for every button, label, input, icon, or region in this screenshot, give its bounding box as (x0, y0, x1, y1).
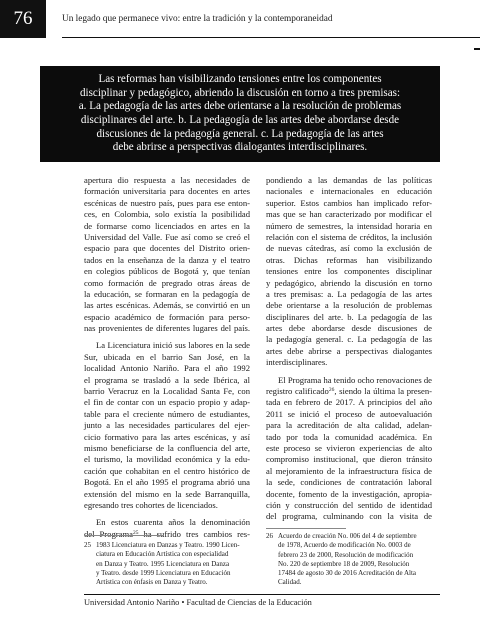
footnote-rule-right (266, 528, 346, 529)
text-line: superior. Estos cambios han implicado refor- (266, 197, 432, 208)
text-line: tada en febrero de 2017. A principios del año (266, 397, 432, 408)
text-line: relación con el sistema de créditos, la inclusión (266, 231, 432, 242)
text-line: y pedagógico, abriendo la discusión en torno (266, 277, 432, 288)
right-column (266, 175, 432, 523)
text-line: como formación de pregrado otras áreas de (84, 277, 250, 288)
footnote-line: febrero 23 de 2000, Resolución de modificación (278, 550, 414, 559)
text-line: del programa, culminando con la visita de (266, 511, 432, 522)
text-line: las artes escénicas. Además, se convirtió en un (84, 300, 250, 311)
text-line: tensiones entre los componentes disciplinar (266, 266, 432, 277)
text-line: escénicas de nuestro país, pues para ese enton- (84, 197, 250, 208)
pull-quote-line: debe abrirse a perspectivas dialogantes interdisciplinares. (112, 141, 368, 154)
text-line: ces, en Colombia, solo existía la posibilidad (84, 209, 250, 220)
text-line: la educación, se formaran en la pedagogía de (84, 288, 250, 299)
text-line: al mejoramiento de la infraestructura física de (266, 465, 432, 476)
running-title: Un legado que permanece vivo: entre la tradición y la contemporaneidad (62, 0, 480, 38)
footnote-line: 17484 de agosto 30 de 2016 Acreditación de Alta (278, 569, 417, 578)
text-line: cicio formativo para las artes escénicas, y así (84, 431, 250, 442)
footnote-line: de 1978, Acuerdo de modificación No. 0003 de (278, 541, 411, 550)
footnote-line: No. 220 de septiembre 18 de 2009, Resolución (278, 559, 410, 568)
page-number: 76 (0, 0, 46, 38)
text-line: mas que se han caracterizado por modificar el (266, 209, 432, 220)
footnote-number: 25 (84, 541, 91, 549)
text-line: el turismo, la movilidad económica y la edu- (84, 454, 250, 465)
text-line: La Licenciatura inició sus labores en la sede (96, 340, 250, 351)
text-line: tado por toda la comunidad académica. En (266, 431, 432, 442)
text-line: barrio Veracruz en la Localidad Santa Fe, con (84, 386, 250, 397)
text-line: Bogotá. En el año 1995 el programa abrió una (84, 477, 250, 488)
pull-quote-line: Las reformas han visibilizando tensiones entre los componentes (98, 73, 382, 86)
text-line: nacionales e internacionales en educación (266, 186, 432, 197)
text-line: Universidad del Valle. Fue así como se creó el (84, 231, 250, 242)
text-line: compromiso institucional, que dieron tránsito (266, 454, 432, 465)
text-line: artes debe abordarse desde discusiones de (266, 323, 432, 334)
text-line: del Programa$^{25}$ ha sufrido tres cambios res- (84, 528, 250, 539)
footnote-line: 1983 Licenciatura en Danzas y Teatro. 1990 Licen- (96, 541, 240, 549)
pull-quote-line: a. La pedagogía de las artes debe orientarse a la resolución de problemas (78, 100, 402, 113)
text-line: interdisciplinares. (266, 357, 328, 368)
text-line: espacio para que docentes del Distrito orien- (84, 243, 250, 254)
pull-quote-line: discusiones de la pedagogía general. c. La pedagogía de las artes (96, 127, 384, 140)
footnote-line: y Teatro. desde 1999 Licenciatura en Educación (96, 568, 231, 577)
header-rule-mark (474, 48, 480, 50)
left-column (84, 175, 250, 540)
text-line: disciplinares del arte. b. La pedagogía de las (266, 311, 432, 322)
footnote-rule-left (84, 535, 164, 536)
footnote-line: en Danza y Teatro. 1995 Licenciatura en Danza (96, 559, 230, 568)
text-line: el fin de contar con un espacio propio y adap- (84, 397, 250, 408)
text-line: El Programa ha tenido ocho renovaciones de (278, 374, 432, 385)
text-line: docente, fomento de la investigación, apropia- (266, 488, 432, 499)
footer-rule (84, 594, 440, 595)
text-line: Sur, ubicada en el barrio San José, en la (84, 351, 250, 362)
footnote-25 (84, 541, 250, 587)
text-line: la pedagogía general. c. La pedagogía de las (266, 334, 432, 345)
text-line: artes debe abrirse a perspectivas dialogantes (266, 345, 432, 356)
footnote-line: ciatura en Educación Artística con especialidad (96, 550, 229, 559)
text-line: en colegios públicos de Bogotá y, que tenían (84, 266, 250, 277)
text-line: egresando tres cohortes de licenciados. (84, 499, 218, 510)
text-line: otras. Dichas reformas han visibilizando (266, 254, 432, 265)
text-line: pondiendo a las demandas de las políticas (266, 175, 432, 185)
text-line: el programa se trasladó a la sede Ibérica, al (84, 374, 250, 385)
pull-quote (40, 66, 440, 162)
text-line: debe orientarse a la resolución de problemas (266, 300, 432, 311)
text-line: 2011 se inició el proceso de autoevaluación (266, 408, 432, 419)
text-line: mismo beneficiarse de la confluencia del arte, (84, 442, 250, 453)
text-line: cación que cohabitan en el centro histórico de (84, 465, 250, 476)
text-line: de nuevas cátedras, así como la exclusión de (266, 243, 432, 254)
footnote-line: Acuerdo de creación No. 006 del 4 de septiembre (278, 532, 417, 540)
footnote-ref-25: 25 (132, 529, 139, 536)
footnote-ref-26: 26 (328, 387, 335, 394)
footnote-26 (266, 532, 432, 588)
footnote-line: Artística con énfasis en Danza y Teatro. (96, 578, 208, 587)
text-line: ción y construcción del sentido de identidad (266, 499, 432, 510)
text-line: a tres premisas: a. La pedagogía de las artes (266, 288, 432, 299)
pull-quote-line: disciplinares del arte. b. La pedagogía de las artes debe abordarse desde (80, 114, 400, 126)
text-line: table para el creciente número de estudiantes, (84, 408, 250, 419)
text-line: localidad Antonio Nariño. Para el año 1992 (84, 363, 250, 374)
text-line: registro calificado$^{26}$, siendo la última la presen- (266, 386, 433, 397)
text-line: tados en la enseñanza de la danza y el teatro (84, 254, 250, 265)
pull-quote-line: disciplinar y pedagógico, abriendo la discusión en torno a tres premisas: (79, 86, 401, 99)
text-line: la sede, condiciones de contratación laboral (266, 477, 432, 488)
text-line: este proceso se vivieron experiencias de alto (266, 442, 432, 453)
text-line: nas provenientes de diferentes lugares del país. (84, 323, 250, 334)
text-line: formación universitaria para docentes en artes (84, 186, 250, 197)
footnote-number: 26 (266, 532, 273, 540)
text-line: número de semestres, la intensidad horaria en (266, 220, 432, 231)
footnote-line: Calidad. (278, 578, 302, 587)
text-line: para la acreditación de alta calidad, adelan- (266, 420, 432, 431)
text-line: extensión del mismo en la sede Barranquilla, (84, 488, 250, 499)
text-line: En estos cuarenta años la denominación (96, 517, 250, 528)
page-footer: Universidad Antonio Nariño • Facultad de Ciencias de la Educación (84, 598, 312, 607)
text-line: espacio académico de formación para perso- (84, 311, 250, 322)
text-line: apertura dio respuesta a las necesidades de (84, 175, 250, 185)
text-line: de formarse como licenciados en artes en la (84, 220, 250, 231)
text-line: junto a las necesidades particulares del ejer- (84, 420, 250, 431)
